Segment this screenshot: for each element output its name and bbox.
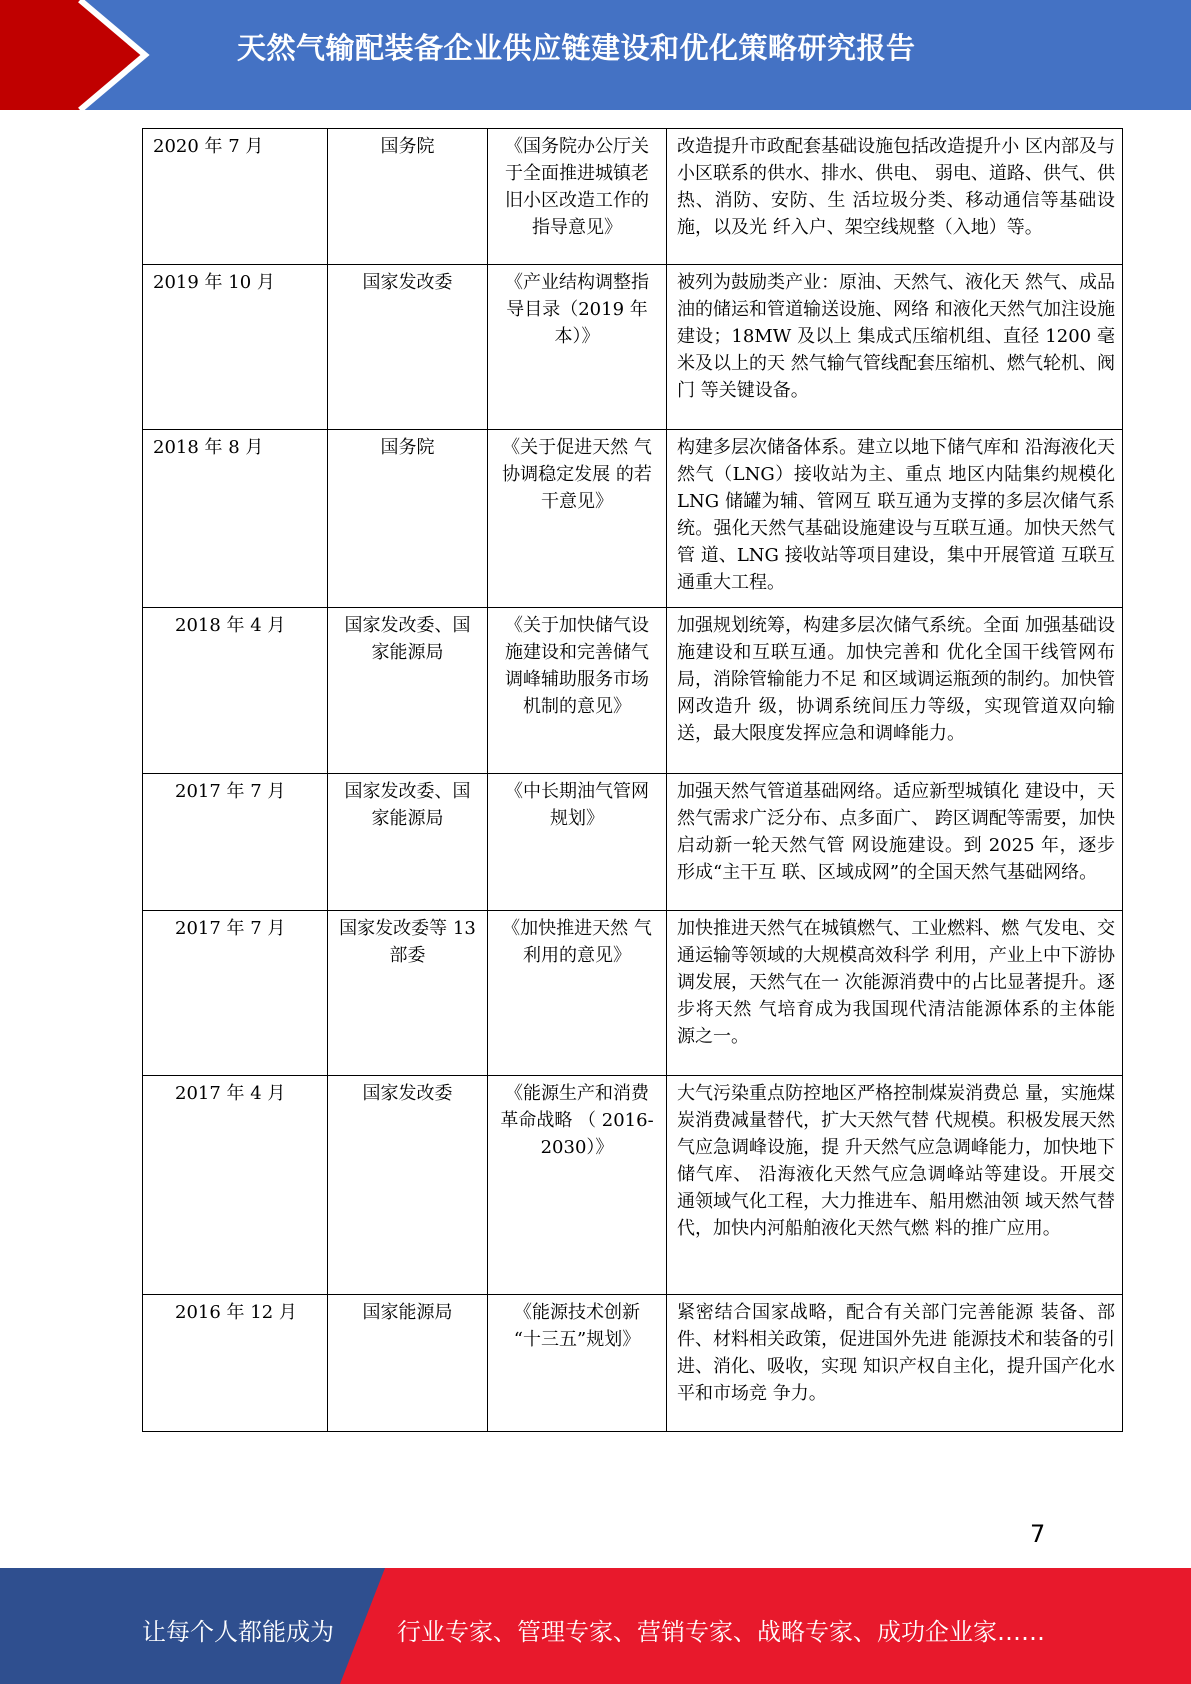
cell-date: 2017 年 4 月 [143,1076,328,1295]
cell-issuer: 国务院 [328,129,488,265]
cell-content: 紧密结合国家战略，配合有关部门完善能源 装备、部件、材料相关政策，促进国外先进 能源技术和装备的引进、消化、吸收，实现 知识产权自主化，提升国产化水平和市场竞 争力。 [667,1295,1123,1432]
table-row [143,608,1123,774]
page-number: 7 [1030,1520,1046,1548]
cell-document: 《能源技术创新 “十三五”规划》 [488,1295,667,1432]
cell-date: 2017 年 7 月 [143,774,328,911]
table-row [143,1295,1123,1432]
cell-date: 2018 年 8 月 [143,430,328,608]
table-row [143,911,1123,1076]
cell-content: 加强规划统筹，构建多层次储气系统。全面 加强基础设施建设和互联互通。加快完善和 优化全国干线管网布局，消除管输能力不足 和区域调运瓶颈的制约。加快管网改造升 级，协调系统间压力等级，实现管道双向输 送，最大限度发挥应急和调峰能力。 [667,608,1123,774]
page-footer [0,1568,1191,1684]
cell-issuer: 国家发改委、国家能源局 [328,608,488,774]
table-row [143,265,1123,430]
cell-document: 《关于加快储气设施建设和完善储气调峰辅助服务市场机制的意见》 [488,608,667,774]
cell-date: 2020 年 7 月 [143,129,328,265]
cell-document: 《产业结构调整指导目录（2019 年本）》 [488,265,667,430]
cell-document: 《中长期油气管网规划》 [488,774,667,911]
cell-document: 《加快推进天然 气利用的意见》 [488,911,667,1076]
policy-table [142,128,1123,1432]
cell-content: 大气污染重点防控地区严格控制煤炭消费总 量，实施煤炭消费减量替代，扩大天然气替 代规模。积极发展天然气应急调峰设施，提 升天然气应急调峰能力，加快地下储气库、 沿海液化天然气应急调峰站等建设。开展交 通领域气化工程，大力推进车、船用燃油领 域天然气替代，加快内河船舶液化天然气燃 料的推广应用。 [667,1076,1123,1295]
cell-issuer: 国家发改委 [328,1076,488,1295]
cell-content: 被列为鼓励类产业：原油、天然气、液化天 然气、成品油的储运和管道输送设施、网络 和液化天然气加注设施建设；18MW 及以上 集成式压缩机组、直径 1200 毫米及以上的天 然气输气管线配套压缩机、燃气轮机、阀门 等关键设备。 [667,265,1123,430]
cell-issuer: 国家发改委等 13 部委 [328,911,488,1076]
footer-slogan-right: 行业专家、管理专家、营销专家、战略专家、成功企业家…… [397,1618,1045,1646]
cell-date: 2018 年 4 月 [143,608,328,774]
cell-document: 《能源生产和消费革命战略 （ 2016-2030）》 [488,1076,667,1295]
cell-issuer: 国家发改委、国家能源局 [328,774,488,911]
page-header [0,0,1191,110]
cell-date: 2019 年 10 月 [143,265,328,430]
footer-slogan-left: 让每个人都能成为 [142,1618,334,1646]
report-title: 天然气输配装备企业供应链建设和优化策略研究报告 [237,31,916,65]
cell-issuer: 国家发改委 [328,265,488,430]
table-row [143,430,1123,608]
cell-content: 构建多层次储备体系。建立以地下储气库和 沿海液化天然气（LNG）接收站为主、重点 地区内陆集约规模化 LNG 储罐为辅、管网互 联互通为支撑的多层次储气系统。强化天然气基础设施建设与互联互通。加快天然气管 道、LNG 接收站等项目建设，集中开展管道 互联互通重大工程。 [667,430,1123,608]
cell-date: 2017 年 7 月 [143,911,328,1076]
cell-content: 改造提升市政配套基础设施包括改造提升小 区内部及与小区联系的供水、排水、供电、 弱电、道路、供气、供热、消防、安防、生 活垃圾分类、移动通信等基础设施，以及光 纤入户、架空线规整（入地）等。 [667,129,1123,265]
table-row [143,129,1123,265]
cell-content: 加快推进天然气在城镇燃气、工业燃料、燃 气发电、交通运输等领域的大规模高效科学 利用，产业上中下游协调发展，天然气在一 次能源消费中的占比显著提升。逐步将天然 气培育成为我国现代清洁能源体系的主体能 源之一。 [667,911,1123,1076]
cell-content: 加强天然气管道基础网络。适应新型城镇化 建设中，天然气需求广泛分布、点多面广、 跨区调配等需要，加快启动新一轮天然气管 网设施建设。到 2025 年，逐步形成“主干互 联、区域成网”的全国天然气基础网络。 [667,774,1123,911]
cell-issuer: 国家能源局 [328,1295,488,1432]
cell-document: 《关于促进天然 气协调稳定发展 的若干意见》 [488,430,667,608]
table-row [143,1076,1123,1295]
cell-date: 2016 年 12 月 [143,1295,328,1432]
table-row [143,774,1123,911]
cell-issuer: 国务院 [328,430,488,608]
cell-document: 《国务院办公厅关于全面推进城镇老旧小区改造工作的指导意见》 [488,129,667,265]
